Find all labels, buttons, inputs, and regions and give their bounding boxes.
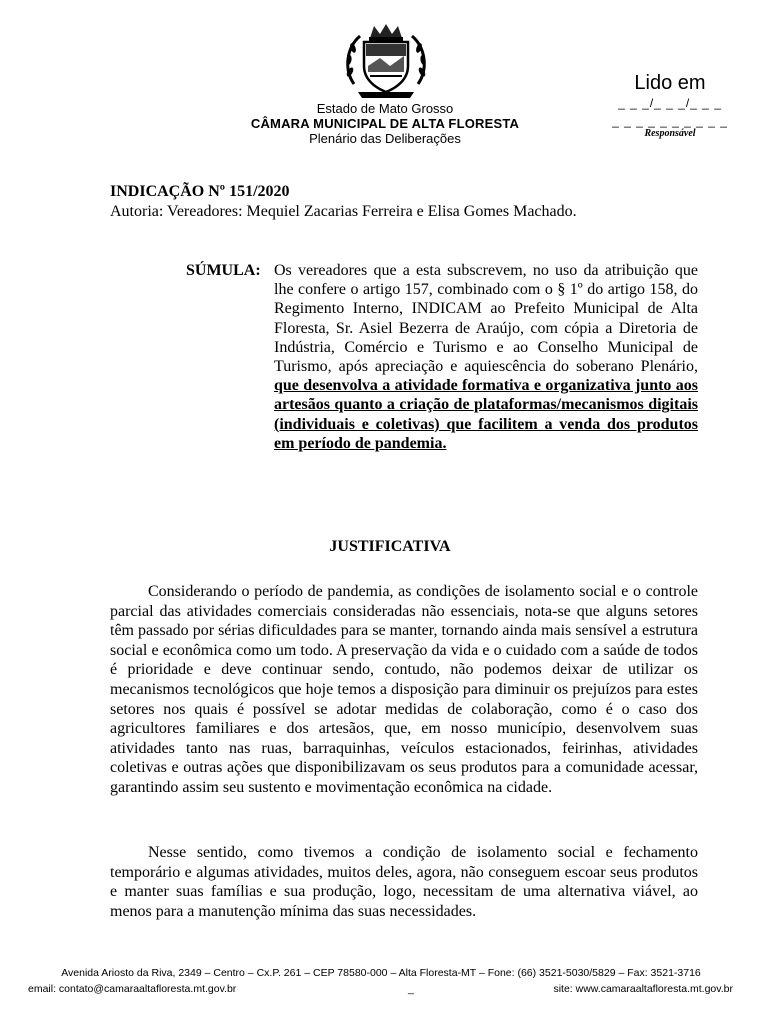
sumula-body: [274, 261, 698, 453]
sumula-text: Os vereadores que a esta subscrevem, no uso da atribuição que lhe confere o artigo 157, combinado com o § 1º do artigo 158, do Regimento Interno, INDICAM ao Prefeito Municipal de Alta Floresta, Sr. Asiel Bezerra de Araújo, com cópia a Diretoria de Indústria, Comércio e Turismo e ao Conselho Municipal de Turismo, após apreciação e aquiescência do soberano Plenário,: [274, 262, 698, 376]
header-plenary: Plenário das Deliberações: [309, 131, 461, 146]
sumula-underlined-text: que desenvolva a atividade formativa e organizativa junto aos artesãos quanto a criação de plataformas/mecanismos digitais (individuais e coletivas) que facilitem a venda dos produtos em período de pandemia.: [274, 377, 698, 452]
justification-paragraph-2: Nesse sentido, como tivemos a condição de isolamento social e fechamento temporário e algumas atividades, muitos deles, agora, não conseguem escoar seus produtos e manter suas famílias e sua produção, logo, necessitam de uma alternativa viável, ao menos para a manutenção mínima das suas necessidades.: [110, 844, 698, 920]
header-chamber-name: CÂMARA MUNICIPAL DE ALTA FLORESTA: [250, 116, 520, 131]
footer-site: site: www.camaraaltafloresta.mt.gov.br: [553, 983, 733, 995]
header-state: Estado de Mato Grosso: [316, 101, 454, 116]
stamp-sign-blank: _ _ _ _ _ _ _ _ _ _: [612, 114, 728, 128]
stamp-title: Lido em: [634, 72, 706, 94]
document-authors: Autoria: Vereadores: Mequiel Zacarias Ferreira e Elisa Gomes Machado.: [110, 203, 577, 220]
stamp-responsible: Responsável: [644, 128, 696, 139]
footer-address: Avenida Ariosto da Riva, 2349 – Centro – Cx.P. 261 – CEP 78580-000 – Alta Floresta-MT – Fone: (66) 3521-5030/5829 – Fax: 3521-3716: [61, 967, 701, 979]
sumula-label: SÚMULA:: [186, 262, 261, 279]
stamp-date-blank: _ _ _/_ _ _/_ _ _: [618, 96, 722, 110]
sumula-label-text: SÚMULA: [186, 262, 256, 279]
footer-dash: _: [408, 983, 414, 995]
municipal-crest-icon: [340, 22, 432, 102]
document-title: INDICAÇÃO Nº 151/2020: [110, 183, 290, 200]
reading-stamp: [610, 72, 730, 140]
justification-title: JUSTIFICATIVA: [329, 538, 451, 555]
justification-paragraph-1: Considerando o período de pandemia, as condições de isolamento social e o controle parcial das atividades comerciais consideradas não essenciais, nota-se que alguns setores têm passado por sérias dificuldades para se manter, tornando ainda mais sensível a estrutura social e econômica como um todo. A preservação da vida e o cuidado com a saúde de todos é prioridade e deve continuar sendo, contudo, não podemos deixar de utilizar os mecanismos tecnológicos que hoje temos a disposição para diminuir os prejuízos para estes setores nos quais é possível se adotar medidas de colaboração, como é o caso dos agricultores familiares e dos artesãos, que, em nosso município, desenvolvem suas atividades tanto nas ruas, barraquinhas, veículos estacionados, feirinhas, atividades coletivas e outras ações que disponibilizavam os seus produtos para a comunidade acessar, garantindo assim seu sustento e movimentação econômica na cidade.: [110, 583, 698, 796]
footer-email: email: contato@camaraaltafloresta.mt.gov.br: [28, 983, 237, 995]
